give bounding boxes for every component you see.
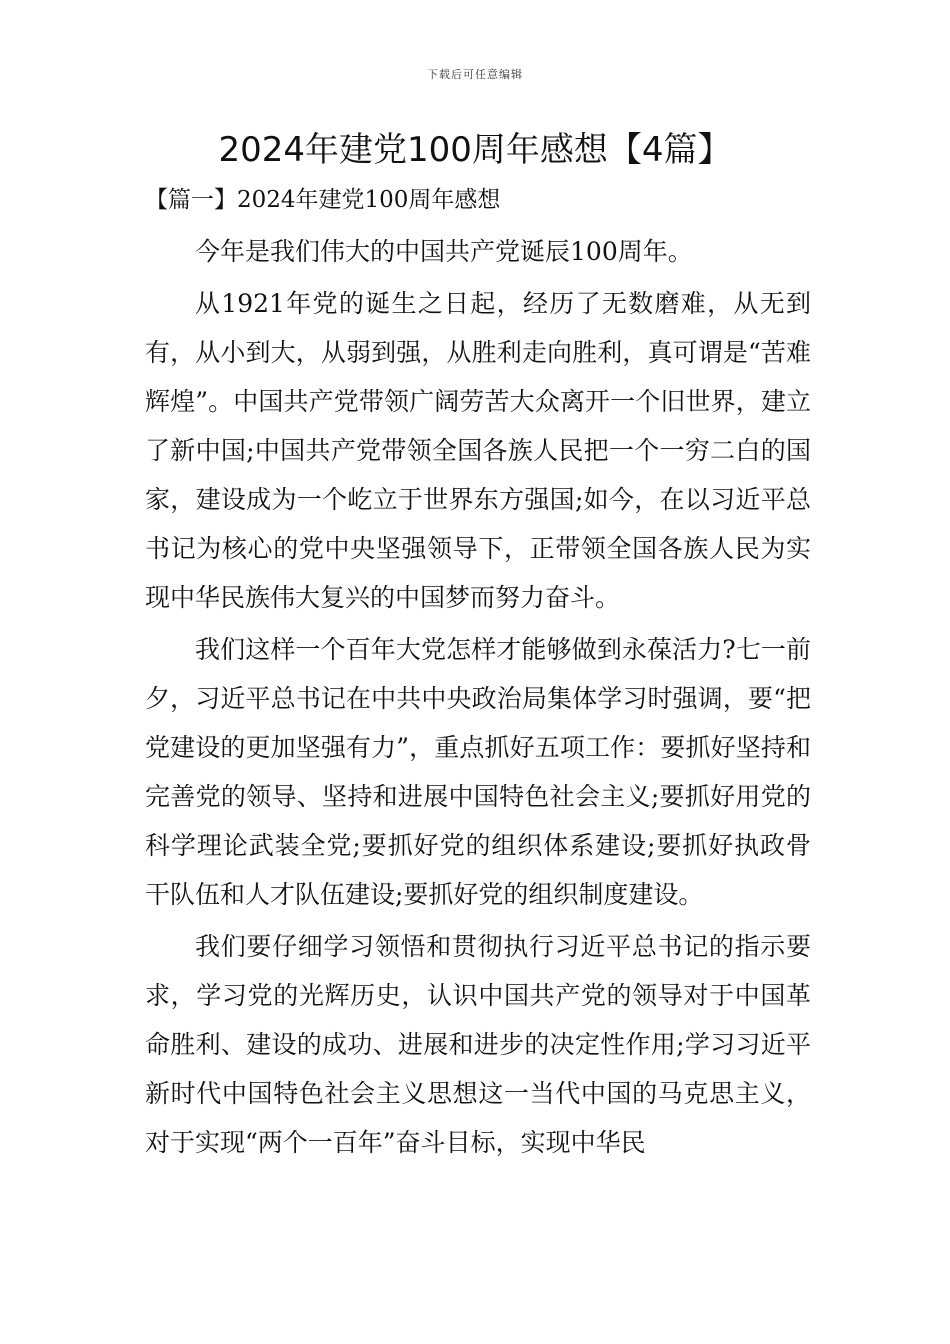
document-title: 2024年建党100周年感想【4篇】 [218, 130, 732, 170]
paragraph-4: 我们要仔细学习领悟和贯彻执行习近平总书记的指示要求，学习党的光辉历史，认识中国共产党的领导对于中国革命胜利、建设的成功、进展和进步的决定性作用;学习习近平新时代中国特色社会主义思想这一当代中国的马克思主义，对于实现“两个一百年”奋斗目标，实现中华民 [145, 932, 811, 1157]
body-text [145, 227, 811, 1167]
paragraph-1: 今年是我们伟大的中国共产党诞辰100周年。 [195, 237, 693, 266]
header-note: 下载后可任意编辑 [427, 68, 523, 81]
paragraph-2: 从1921年党的诞生之日起，经历了无数磨难，从无到有，从小到大，从弱到强，从胜利走向胜利，真可谓是“苦难辉煌”。中国共产党带领广阔劳苦大众离开一个旧世界，建立了新中国;中国共产党带领全国各族人民把一个一穷二白的国家，建设成为一个屹立于世界东方强国;如今，在以习近平总书记为核心的党中央坚强领导下，正带领全国各族人民为实现中华民族伟大复兴的中国梦而努力奋斗。 [145, 289, 811, 612]
section-heading: 【篇一】2024年建党100周年感想 [145, 187, 501, 213]
paragraph-3: 我们这样一个百年大党怎样才能够做到永葆活力?七一前夕，习近平总书记在中共中央政治局集体学习时强调，要“把党建设的更加坚强有力”，重点抓好五项工作：要抓好坚持和完善党的领导、坚持和进展中国特色社会主义;要抓好用党的科学理论武装全党;要抓好党的组织体系建设;要抓好执政骨干队伍和人才队伍建设;要抓好党的组织制度建设。 [145, 635, 811, 909]
